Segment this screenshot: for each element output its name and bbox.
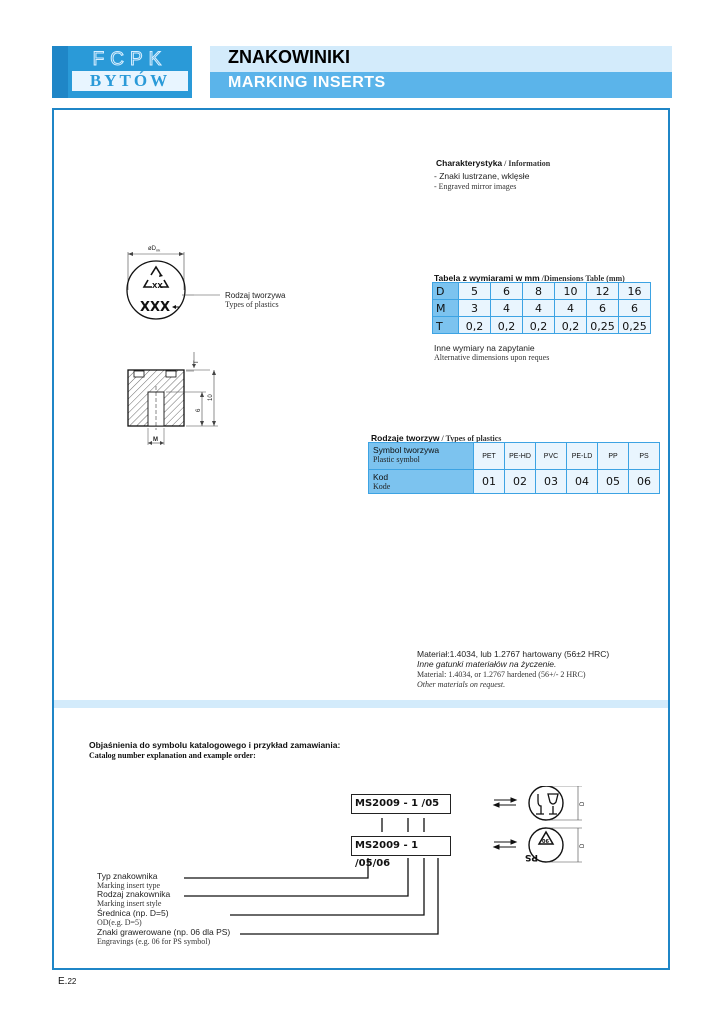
table-cell: 8 [523,283,555,300]
logo-bytow: BYTÓW [72,71,188,91]
legend-item-en: Marking insert type [97,881,161,890]
page-subtitle: MARKING INSERTS [228,74,386,91]
dimensions-table [432,282,651,334]
page-number [58,976,76,987]
information-line-en: - Engraved mirror images [434,182,517,191]
legend-item-en: Engravings (e.g. 06 for PS symbol) [97,937,211,946]
legend-item-en: OD(e.g. D=5) [97,918,142,927]
legend-item-pl: Średnica (np. D=5) [97,908,169,918]
table-cell: 01 [474,470,505,494]
legend-item-pl: Typ znakownika [97,871,158,881]
table-row [369,470,660,494]
dim-6-label: 6 [196,408,202,412]
row-label: M [433,300,459,317]
recycle-ps-icon [525,828,563,862]
material-line-1: Materiał:1.4034, lub 1.2767 hartowany (56±2 HRC) [417,649,610,659]
table-cell: PS [629,443,660,470]
table-cell: 0,2 [491,317,523,334]
information-line-pl: - Znaki lustrzane, wklęsłe [434,171,530,181]
legend-item-pl: Rodzaj znakownika [97,889,171,899]
table-cell: 03 [536,470,567,494]
plastics-heading-pl: Rodzaje tworzyw [371,433,440,443]
table-cell: 0,2 [523,317,555,334]
table-cell: 0,25 [587,317,619,334]
table-cell: 6 [491,283,523,300]
dim-d-label: D [580,801,586,806]
table-row [369,443,660,470]
table-cell: 6 [619,300,651,317]
catalog-leader-lines [180,812,460,940]
dimensions-note-pl: Inne wymiary na zapytanie [434,343,535,353]
xxx-label: XXX [140,300,171,315]
material-line-3: Material: 1.4034, or 1.2767 hardened (56+/- 2 HRC) [417,670,586,679]
table-cell: 4 [523,300,555,317]
row-label: D [433,283,459,300]
logo-stripe [52,46,68,98]
plastic-type-label-pl: Rodzaj tworzywa [225,291,286,300]
table-cell: PP [598,443,629,470]
material-line-4: Other materials on request. [417,680,506,689]
information-heading [436,153,550,171]
xx-label: XX [152,282,163,290]
table-cell: 10 [555,283,587,300]
page-number-value: 22 [67,977,77,986]
table-cell: 16 [619,283,651,300]
information-heading-pl: Charakterystyka [436,158,503,168]
table-cell: 0,25 [619,317,651,334]
table-cell: PET [474,443,505,470]
table-cell: 3 [459,300,491,317]
insert-technical-drawing [110,240,230,450]
table-row [433,283,651,300]
table-cell: 0,2 [459,317,491,334]
table-cell: 0,2 [555,317,587,334]
table-cell: 05 [598,470,629,494]
table-cell: 4 [491,300,523,317]
row-label: T [433,317,459,334]
plastics-heading-en: Types of plastics [445,434,502,443]
table-cell: 6 [587,300,619,317]
table-cell: 12 [587,283,619,300]
table-cell: 5 [459,283,491,300]
page-prefix: E. [58,976,68,987]
od-subscript: nk [156,247,161,253]
table-cell: 4 [555,300,587,317]
plastics-table [368,442,660,494]
catalog-heading-en: Catalog number explanation and example order: [89,751,256,760]
od-label: øD [148,246,156,252]
code-header-cell [369,470,474,494]
recycle-number: 06 [542,839,549,845]
symbol-label-pl: Symbol tworzywa [373,445,440,455]
plastic-type-label-en: Types of plastics [225,300,279,309]
dimensions-heading-pl: Tabela z wymiarami w mm [434,273,540,283]
symbol-label-en: Plastic symbol [373,455,420,464]
logo-fcpk: FCPK [92,49,168,70]
heading-separator: / [502,159,509,168]
symbol-header-cell [369,443,474,470]
catalog-heading-pl: Objaśnienia do symbolu katalogowego i przykład zamawiania: [89,740,341,750]
code-label-en: Kode [373,482,391,491]
dim-10-label: 10 [208,394,214,401]
table-cell: 04 [567,470,598,494]
dimensions-note-en: Alternative dimensions upon reques [434,353,550,362]
material-line-2: Inne gatunki materiałów na życzenie. [417,659,557,669]
heading-separator: / [539,274,544,283]
dim-m-label: M [153,437,158,443]
information-heading-en: Information [508,159,551,168]
table-cell: PE-HD [505,443,536,470]
table-cell: 02 [505,470,536,494]
legend-item-en: Marking insert style [97,899,162,908]
dim-t-label: T [194,360,200,364]
svg-text:øDnk [148,246,160,253]
dimensions-heading-en: Dimensions Table (mm) [543,274,625,283]
dim-d-label: D [580,843,586,848]
recycle-text: PS [524,852,538,862]
table-cell: PVC [536,443,567,470]
table-row [433,317,651,334]
catalog-code-example-2: MS2009 - 1 /05/06 [351,836,451,856]
catalog-icons [486,786,596,866]
food-safe-icon [529,786,563,820]
table-cell: PE-LD [567,443,598,470]
code-label-pl: Kod [373,472,389,482]
page-title: ZNAKOWINIKI [228,47,350,67]
heading-separator: / [439,434,446,443]
table-cell: 06 [629,470,660,494]
section-divider [54,700,668,708]
table-row [433,300,651,317]
catalog-code-example-1: MS2009 - 1 /05 [351,794,451,814]
legend-item-pl: Znaki grawerowane (np. 06 dla PS) [97,927,231,937]
